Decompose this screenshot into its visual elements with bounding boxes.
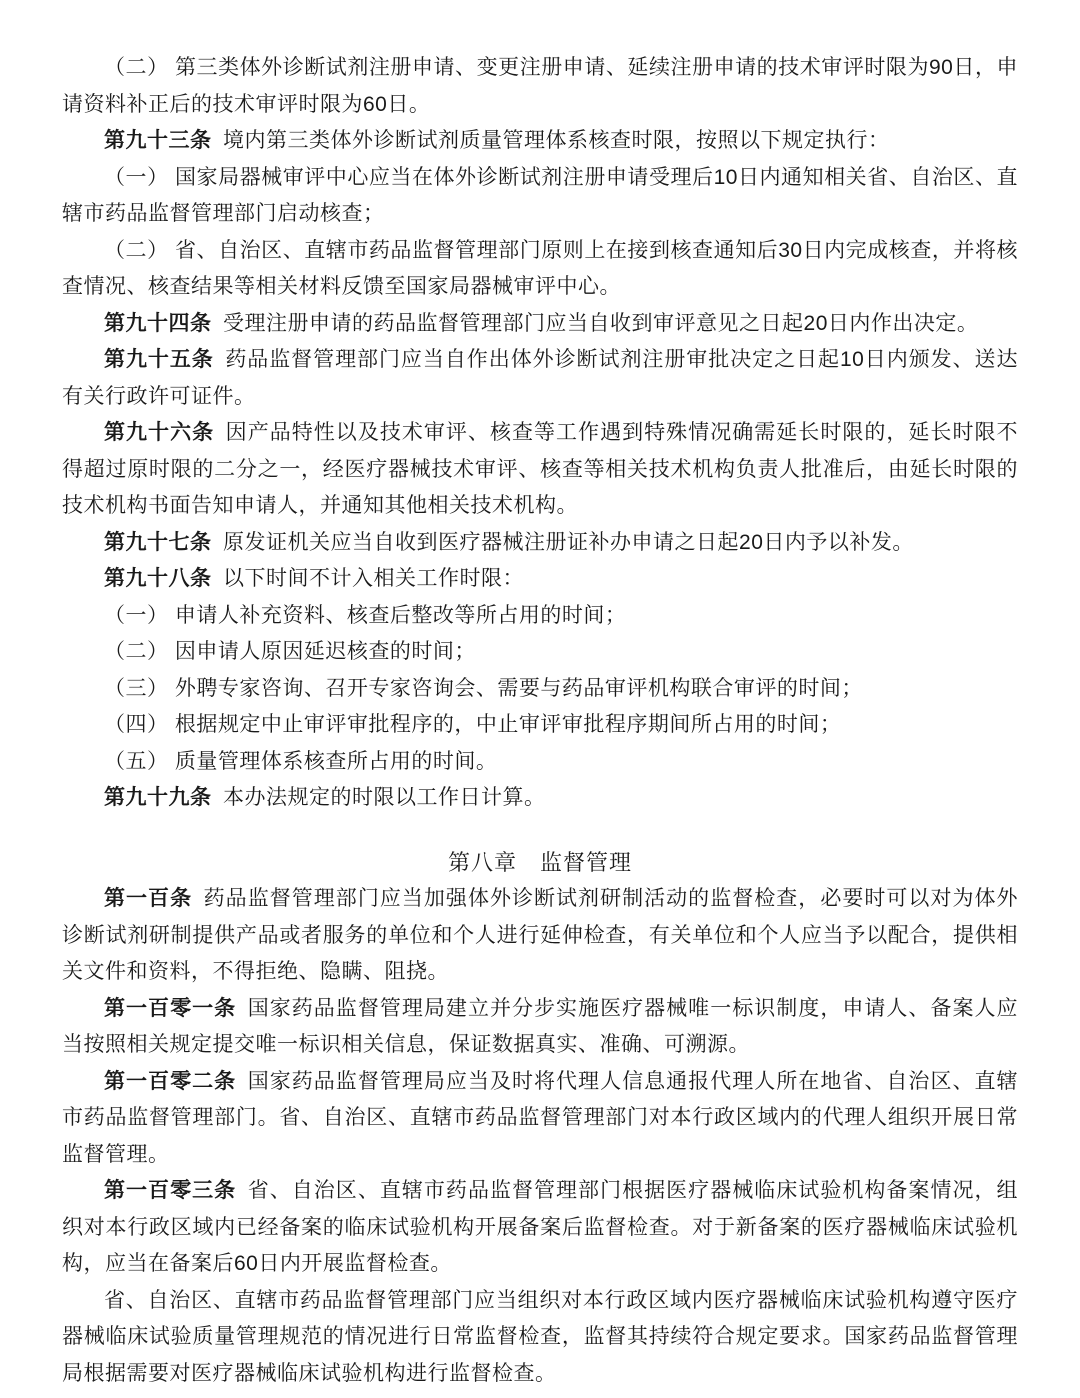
article-paragraph (62, 1064, 1018, 1174)
paragraph-text: （四） 根据规定中止审评审批程序的，中止审评审批程序期间所占用的时间； (104, 713, 842, 736)
paragraph-text: （一） 申请人补充资料、核查后整改等所占用的时间； (104, 603, 627, 627)
paragraph-text: 因产品特性以及技术审评、核查等工作遇到特殊情况确需延长时限的，延长时限不得超过原时限的二分之一，经医疗器械技术审评、核查等相关技术机构负责人批准后，由延长时限的技术机构书面告知申请人，并通知其他相关技术机构。 (62, 421, 1019, 517)
article-paragraph (62, 525, 1018, 562)
article-paragraph (62, 415, 1018, 525)
paragraph (62, 50, 1018, 123)
article-number: 第九十四条 (104, 311, 212, 335)
article-paragraph (62, 881, 1018, 991)
article-number: 第九十六条 (104, 421, 215, 444)
paragraph-text: （三） 外聘专家咨询、召开专家咨询会、需要与药品审评机构联合审评的时间； (104, 676, 863, 700)
article-number: 第九十九条 (104, 786, 212, 809)
paragraph-text: （一） 国家局器械审评中心应当在体外诊断试剂注册申请受理后10日内通知相关省、自治区、直辖市药品监督管理部门启动核查； (62, 165, 1018, 225)
article-paragraph (62, 1173, 1018, 1283)
article-number: 第一百零二条 (104, 1069, 237, 1093)
chapter-heading: 第八章 监督管理 (447, 849, 632, 875)
paragraph-text: 省、自治区、直辖市药品监督管理部门根据医疗器械临床试验机构备案情况，组织对本行政区域内已经备案的临床试验机构开展备案后监督检查。对于新备案的医疗器械临床试验机构，应当在备案后60日内开展监督检查。 (62, 1179, 1019, 1275)
paragraph-text: 国家药品监督管理局应当及时将代理人信息通报代理人所在地省、自治区、直辖市药品监督管理部门。省、自治区、直辖市药品监督管理部门对本行政区域内的代理人组织开展日常监督管理。 (62, 1069, 1019, 1166)
article-paragraph (62, 342, 1018, 415)
paragraph-text: （五） 质量管理体系核查所占用的时间。 (104, 749, 498, 773)
paragraph (62, 634, 1018, 671)
paragraph-text: 药品监督管理部门应当自作出体外诊断试剂注册审批决定之日起10日内颁发、送达有关行政许可证件。 (62, 348, 1018, 408)
article-number: 第一百零三条 (104, 1179, 237, 1202)
article-number: 第九十三条 (104, 129, 212, 152)
paragraph (62, 598, 1018, 635)
paragraph-text: 药品监督管理部门应当加强体外诊断试剂研制活动的监督检查，必要时可以对为体外诊断试剂研制提供产品或者服务的单位和个人进行延伸检查，有关单位和个人应当予以配合，提供相关文件和资料，不得拒绝、隐瞒、阻挠。 (62, 887, 1019, 983)
paragraph-text: 省、自治区、直辖市药品监督管理部门应当组织对本行政区域内医疗器械临床试验机构遵守医疗器械临床试验质量管理规范的情况进行日常监督检查，监督其持续符合规定要求。国家药品监督管理局根据需要对医疗器械临床试验机构进行监督检查。 (62, 1288, 1018, 1385)
article-paragraph (62, 306, 1018, 343)
paragraph-text: （二） 省、自治区、直辖市药品监督管理部门原则上在接到核查通知后30日内完成核查，并将核查情况、核查结果等相关材料反馈至国家局器械审评中心。 (62, 238, 1018, 298)
paragraph-text: 原发证机关应当自收到医疗器械注册证补办申请之日起20日内予以补发。 (223, 530, 914, 554)
paragraph-text: 本办法规定的时限以工作日计算。 (223, 786, 546, 809)
paragraph-text: （二） 第三类体外诊断试剂注册申请、变更注册申请、延续注册申请的技术审评时限为90日，申请资料补正后的技术审评时限为60日。 (62, 56, 1018, 116)
article-number: 第九十八条 (104, 567, 212, 590)
article-paragraph (62, 780, 1018, 817)
paragraph (62, 707, 1018, 744)
article-paragraph (62, 991, 1018, 1064)
paragraph (62, 160, 1018, 233)
article-paragraph (62, 561, 1018, 598)
paragraph-text: 境内第三类体外诊断试剂质量管理体系核查时限，按照以下规定执行： (223, 129, 890, 152)
document-body (62, 50, 1018, 1392)
paragraph (62, 1283, 1018, 1393)
article-number: 第一百条 (104, 887, 193, 910)
article-number: 第一百零一条 (104, 996, 237, 1020)
paragraph-text: 受理注册申请的药品监督管理部门应当自收到审评意见之日起20日内作出决定。 (223, 311, 979, 335)
paragraph (62, 233, 1018, 306)
paragraph (62, 744, 1018, 781)
paragraph (62, 671, 1018, 708)
paragraph-text: （二） 因申请人原因延迟核查的时间； (104, 640, 476, 663)
paragraph-text: 国家药品监督管理局建立并分步实施医疗器械唯一标识制度，申请人、备案人应当按照相关规定提交唯一标识相关信息，保证数据真实、准确、可溯源。 (62, 996, 1019, 1056)
article-number: 第九十五条 (104, 348, 214, 371)
paragraph-text: 以下时间不计入相关工作时限： (223, 567, 525, 590)
article-number: 第九十七条 (104, 530, 212, 554)
article-paragraph (62, 123, 1018, 160)
